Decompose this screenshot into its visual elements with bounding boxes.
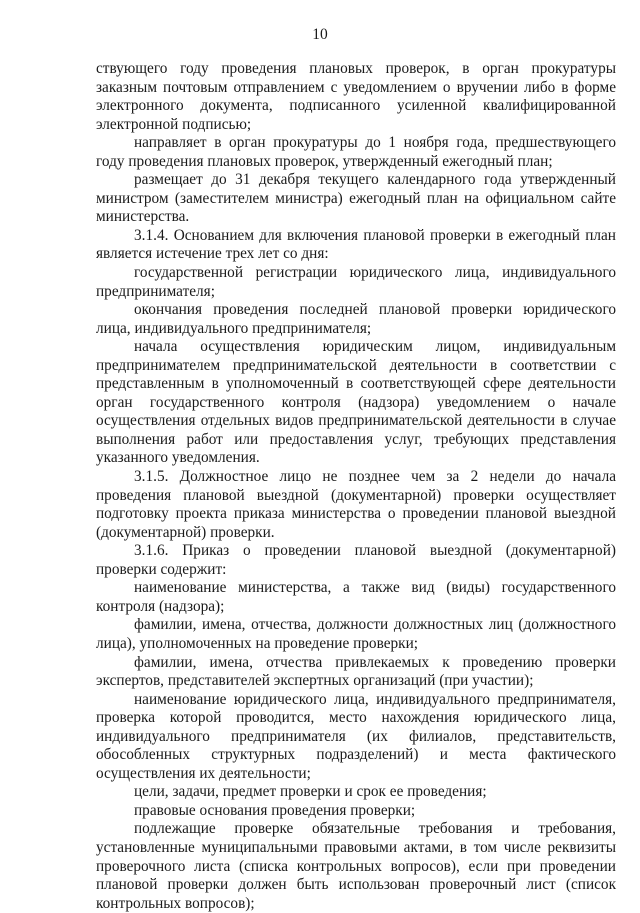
- list-item: наименование юридического лица, индивидуального предпринимателя, проверка которой проводится, место нахождения юридического лица, индивидуального предпринимателя (их филиалов, представительств, обособленных структурных подразделений) и места фактического осуществления их деятельности;: [96, 690, 616, 782]
- list-item: правовые основания проведения проверки;: [134, 801, 416, 819]
- paragraph: размещает до 31 декабря текущего календарного года утвержденный министром (заместителем министра) ежегодный план на официальном сайте министерства.: [96, 171, 616, 226]
- paragraph: направляет в орган прокуратуры до 1 ноября года, предшествующего году проведения плановых проверок, утвержденный ежегодный план;: [96, 134, 616, 170]
- clause-3-1-6: 3.1.6. Приказ о проведении плановой выездной (документарной) проверки содержит:: [96, 542, 616, 578]
- clause-3-1-5: 3.1.5. Должностное лицо не позднее чем за 2 недели до начала проведения плановой выездной (документарной) проверки осуществляет подготовку проекта приказа министерства о проведении плановой выездной (документарной) проверки.: [96, 468, 616, 541]
- list-item: подлежащие проверке обязательные требования и требования, установленные муниципальными правовыми актами, в том числе реквизиты проверочного листа (списка контрольных вопросов), если при проведении плановой проверки должен быть использован проверочный лист (список контрольных вопросов);: [96, 820, 616, 912]
- document-body: [96, 60, 616, 913]
- clause-3-1-4: 3.1.4. Основанием для включения плановой проверки в ежегодный план является истечение трех лет со дня:: [96, 226, 616, 263]
- list-item: наименование министерства, а также вид (виды) государственного контроля (надзора);: [96, 579, 616, 615]
- list-item: окончания проведения последней плановой проверки юридического лица, индивидуального предпринимателя;: [96, 301, 616, 337]
- page-number: 10: [312, 26, 328, 43]
- list-item: фамилии, имена, отчества, должности должностных лиц (должностного лица), уполномоченных на проведение проверки;: [96, 616, 616, 652]
- list-item: цели, задачи, предмет проверки и срок ее проведения;: [134, 783, 487, 801]
- list-item: государственной регистрации юридического лица, индивидуального предпринимателя;: [96, 264, 616, 300]
- list-item: начала осуществления юридическим лицом, индивидуальным предпринимателем предпринимательской деятельности в соответствии с представленным в уполномоченный в соответствующей сфере деятельности орган государственного контроля (надзора) уведомлением о начале осуществления отдельных видов предпринимательской деятельности в случае выполнения работ или предоставления услуг, требующих представления указанного уведомления.: [96, 338, 616, 467]
- paragraph-continuation: ствующего году проведения плановых проверок, в орган прокуратуры заказным почтовым отправлением с уведомлением о вручении либо в форме электронного документа, подписанного усиленной квалифицированной электронной подписью;: [96, 60, 616, 133]
- list-item: фамилии, имена, отчества привлекаемых к проведению проверки экспертов, представителей экспертных организаций (при участии);: [96, 653, 616, 690]
